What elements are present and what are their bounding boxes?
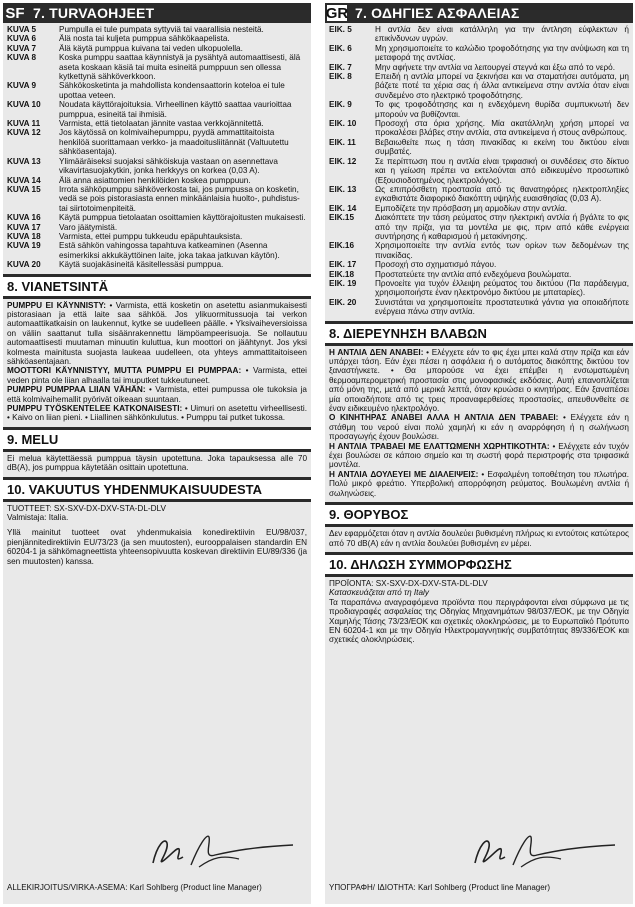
fault-item: Ο ΚΙΝΗΤΗΡΑΣ ΑΝΑΒΕΙ ΑΛΛΑ Η ΑΝΤΛΙΑ ΔΕΝ ΤΡΑΒΑΕΙ: • Ελέγχετε εάν η στάθμη του νερού είναι πολύ χαμηλή κι εάν η αναρρόφηση ή η σωλήνωση προσαγωγής έχουν βουλώσει. <box>329 413 629 442</box>
signature-image <box>465 825 635 875</box>
figure-safety-text: Älä anna asiattomien henkilöiden koskea pumppuun. <box>59 175 251 185</box>
section10-title-gr: 10. ΔΗΛΩΣΗ ΣΥΜΜΟΡΦΩΣΗΣ <box>325 552 633 577</box>
figure-safety-item <box>7 223 307 232</box>
figure-safety-text: Koska pumppu saattaa käynnistyä ja pysähtyä automaattisesti, älä aseta koskaan käsiä tai muita esineitä pumppuun sen ollessa kytkettynä sähköverkkoon. <box>59 53 301 82</box>
figure-safety-item <box>7 44 307 53</box>
section7-title-fi: 7. TURVAOHJEET <box>33 5 155 21</box>
fault-item: PUMPPU PUMPPAA LIIAN VÄHÄN: • Varmista, ettei pumpussa ole tukoksia ja että kolmivaihemallit pyörivät oikeaan suuntaan. <box>7 385 307 404</box>
figure-safety-item <box>7 213 307 222</box>
figure-safety-item <box>7 25 307 34</box>
manufacturer-line-gr: Κατασκευάζεται από τη Italy <box>329 588 429 598</box>
figure-ref-label: KUVA 9 <box>7 81 37 91</box>
manufacturer-line-fi: Valmistaja: Italia. <box>7 513 69 523</box>
figure-safety-item <box>7 34 307 43</box>
figure-safety-item <box>329 157 629 185</box>
figure-safety-text: Älä käytä pumppua kuivana tai veden ulkopuolella. <box>59 43 243 53</box>
figure-safety-text: Προστατεύετε την αντλία από ενδεχόμενα βουλώματα. <box>375 269 572 279</box>
figure-safety-text: Χρησιμοποιείτε την αντλία εντός των ορίων των δεδομένων της πινακίδας. <box>375 241 629 260</box>
figure-safety-text: Varmista, ettei pumppu tukkeudu epäpuhtauksista. <box>59 231 243 241</box>
figure-ref-label: ΕΙΚ. 19 <box>329 278 357 288</box>
figure-ref-label: ΕΙΚ. 11 <box>329 137 356 147</box>
troubleshooting-gr <box>325 348 633 499</box>
figure-safety-text: Estä sähkön vahingossa tapahtuva katkeaminen (Asenna esimerkiksi akkukäyttöinen laite, joka takaa jatkuvan käytön). <box>59 241 280 260</box>
figure-safety-item <box>329 298 629 317</box>
figure-safety-text: Käytä suojakäsineitä käsitellessäsi pumppua. <box>59 260 224 270</box>
declaration-text-fi: Yllä mainitut tuotteet ovat yhdenmukaisia konedirektiivin EU/98/037, pienjännitedirektiivin EU/73/23 (ja sen muutosten), eurooppalaisen standardin EN 60204-1 ja sähkömagneettista yhteensopivuutta koskevan direktiivin EU/89/336 (ja sen muutosten) kanssa. <box>7 528 307 566</box>
figure-ref-label: ΕΙΚ. 6 <box>329 43 352 53</box>
figure-safety-item <box>329 25 629 44</box>
signature-image <box>143 825 313 875</box>
figure-safety-text: Ylimääräiseksi suojaksi sähköiskuja vastaan on asennettava vikavirtasuojakytkin, jonka herkkyys on korkea (0,03 A). <box>59 156 278 176</box>
troubleshooting-fi <box>3 301 311 423</box>
figure-safety-item <box>7 53 307 81</box>
figure-ref-label: KUVA 8 <box>7 53 37 63</box>
figure-safety-item <box>329 279 629 298</box>
section7-header-gr <box>325 3 633 23</box>
figure-safety-text: Επειδή η αντλία μπορεί να ξεκινήσει και να σταματήσει αυτόματα, μη βάζετε ποτέ τα χέρια σας ή άλλα αντικείμενα στην αντλία όταν είναι συνδεμένο στο ηλεκτρικό τροφοδότησης. <box>375 72 629 100</box>
figure-ref-label: KUVA 13 <box>7 156 41 166</box>
safety-figure-list-gr <box>325 25 633 317</box>
finnish-column <box>3 3 311 904</box>
section9-title-fi: 9. MELU <box>3 427 311 452</box>
figure-ref-label: KUVA 20 <box>7 260 41 270</box>
figure-safety-text: Irrota sähköpumppu sähköverkosta tai, jos pumpussa on kosketin, vedä se pois pistorasiasta ennen minkäänlaisia huolto-, puhdistus- tai siirtotoimenpiteitä. <box>59 184 300 213</box>
figure-safety-text: Noudata käyttörajoituksia. Virheellinen käyttö saattaa vaurioittaa pumppua, esineitä tai ihmisiä. <box>59 100 292 119</box>
figure-safety-item <box>329 100 629 119</box>
figure-ref-label: KUVA 11 <box>7 119 41 129</box>
figure-safety-text: Pumpulla ei tule pumpata syttyviä tai vaarallisia nesteitä. <box>59 25 264 34</box>
figure-ref-label: ΕΙΚ.16 <box>329 241 355 251</box>
figure-safety-item <box>329 270 629 279</box>
figure-ref-label: ΕΙΚ. 20 <box>329 297 357 307</box>
figure-ref-label: ΕΙΚ.18 <box>329 269 355 279</box>
language-code-fi: SF <box>5 4 25 22</box>
noise-text-fi: Ei melua käytettäessä pumppua täysin upotettuna. Joka tapauksessa alle 70 dB(A), jos pumppua käytetään osittain upotettuna. <box>7 453 307 473</box>
figure-ref-label: KUVA 16 <box>7 213 41 223</box>
figure-safety-item <box>7 241 307 260</box>
noise-text-gr: Δεν εφαρμόζεται όταν η αντλία δουλεύει βυθισμένη πλήρως κι εντούτοις κατώτερος από 70 dB(A) εάν η αντλία δουλεύει βυθισμένη εν μέρει. <box>329 529 629 548</box>
fault-item: Η ΑΝΤΛΙΑ ΔΕΝ ΑΝΑΒΕΙ: • Ελέγχετε εάν το φις έχει μπει καλά στην πρίζα και εάν υπάρχει τάση. Εάν έχει πέσει η ασφάλεια ή ο αυτόματος διακόπτης δικτύου τον ξαναστήνκετε. • Θα μπορούσε να έχει επέμβει η ενσωματωμένη θερμοαμπερομετρική προστασία στις μονοφασικές εκδόσεις. Αυτή επανοπλίζεται από μόνη της, μετά από μερικά λεπτά, όταν κρυώσει ο κινητήρας. Εάν ξαναπέσει μία οποιαδήποτε από τις τρεις προαναφερθείσες προστασίες, απευθυνθείτε σε έναν ειδικευμένο ηλεκτρολόγο. <box>329 347 629 414</box>
figure-safety-text: Διακόπτετε την τάση ρεύματος στην ηλεκτρική αντλία ή βγάλτε το φις από την πρίζα, για τα μοντέλα με φις, πριν από κάθε ενέργεια συντήρησης ή καθαρισμού ή μετακίνησης. <box>375 213 629 241</box>
figure-safety-text: Varmista, että tietolaatan jännite vastaa verkkojännitettä. <box>59 119 264 129</box>
figure-safety-item <box>7 128 307 156</box>
figure-safety-item <box>7 232 307 241</box>
figure-safety-text: Μη χρησιμοποιείτε το καλώδιο τροφοδότησης για την ανύψωση και τη μεταφορά της αντλίας. <box>375 43 629 63</box>
signature-line-fi: ALLEKIRJOITUS/VIRKA-ASEMA: Karl Sohlberg (Product line Manager) <box>7 883 262 892</box>
products-line-gr: ΠΡΟΪΟΝΤΑ: SX-SXV-DX-DXV-STA-DL-DLV <box>329 578 488 588</box>
figure-ref-label: KUVA 19 <box>7 241 41 251</box>
figure-ref-label: ΕΙΚ. 12 <box>329 156 357 166</box>
fault-item: MOOTTORI KÄYNNISTYY, MUTTA PUMPPU EI PUMPPAA: • Varmista, ettei veden pinta ole liian alhaalla tai imuputket tukkeutuneet. <box>7 366 307 385</box>
figure-safety-text: Käytä pumppua tietolaatan osoittamien käyttörajoitusten mukaisesti. <box>59 213 306 223</box>
figure-safety-item <box>7 100 307 119</box>
figure-ref-label: ΕΙΚ. 17 <box>329 260 357 270</box>
figure-safety-text: Μην αφήνετε την αντλία να λειτουργεί στεγνά και έξω από το νερό. <box>375 62 616 72</box>
figure-safety-text: Varo jäätymistä. <box>59 222 118 232</box>
figure-safety-item <box>329 185 629 204</box>
figure-safety-item <box>329 213 629 241</box>
figure-ref-label: KUVA 6 <box>7 34 37 44</box>
figure-safety-item <box>7 81 307 100</box>
section9-title-gr: 9. ΘΟΡΥΒΟΣ <box>325 502 633 527</box>
figure-safety-text: Συνιστάται να χρησιμοποιείτε προστατευτικά γάντια για οποιαδήποτε ενέργεια πάνω στην αντλία. <box>375 297 629 317</box>
figure-ref-label: KUVA 5 <box>7 25 37 34</box>
figure-safety-item <box>329 241 629 260</box>
figure-ref-label: KUVA 18 <box>7 231 41 241</box>
figure-ref-label: KUVA 12 <box>7 128 41 138</box>
figure-safety-item <box>329 72 629 100</box>
section8-title-fi: 8. VIANETSINTÄ <box>3 274 311 299</box>
greek-column <box>325 3 633 904</box>
figure-safety-item <box>7 185 307 213</box>
section8-title-gr: 8. ΔΙΕΡΕΥΝΗΣΗ ΒΛΑΒΩΝ <box>325 321 633 346</box>
figure-safety-item <box>329 138 629 157</box>
figure-ref-label: KUVA 10 <box>7 100 41 110</box>
figure-safety-item <box>329 119 629 138</box>
fault-item: PUMPPU EI KÄYNNISTY: • Varmista, että kosketin on asetettu asianmukaisesti pistorasiaan ja että laite saa sähköä. Jos ylikuormitussuoja tai verkon automaattikatkaisin on laukennut, kytke se uudelleen päälle. • Yksivaiheversioissa on väliin saattanut tulla sisäänrakennettu lämpöampeerisuoja. Se nollautuu automaattisesti muutaman minuutin kuluttua, kun moottori on jäähtynyt. Jos yksi kolmesta mainitusta suojasta laukeaa uudelleen, ota yhteys ammattitaitoiseen sähköasentajaan. <box>7 300 308 366</box>
figure-ref-label: ΕΙΚ. 10 <box>329 119 357 129</box>
figure-safety-text: Προνοείτε για τυχόν έλλειψη ρεύματος του δικτύου (Πα παράδειγμα, χρησιμοποιήστε έναν ηλεκτρονόμο δικτύου με μπαταρίες). <box>375 278 629 298</box>
figure-ref-label: ΕΙΚ. 5 <box>329 25 352 34</box>
figure-ref-label: KUVA 17 <box>7 222 41 232</box>
figure-ref-label: KUVA 14 <box>7 175 41 185</box>
figure-safety-text: Ως επιπρόσθετη προστασία από τις θανατηφόρες ηλεκτροπληξίες εγκαθιστάτε διαφορικό διακόπτη υψηλής ευαισθησίας (0,03 A). <box>375 184 629 204</box>
figure-safety-item <box>7 119 307 128</box>
figure-safety-text: Προσοχή στα όρια χρήσης. Μία ακατάλληλη χρήση μπορεί να προκαλέσει βλάβες στην αντλία, στα αντικείμενα ή στους ανθρώπους. <box>375 119 629 138</box>
signature-line-gr: ΥΠΟΓΡΑΦΗ/ ΙΔΙΟΤΗΤΑ: Karl Sohlberg (Product line Manager) <box>329 883 551 892</box>
figure-safety-text: Η αντλία δεν είναι κατάλληλη για την άντληση εύφλεκτων ή επικίνδυνων υγρών. <box>375 25 629 44</box>
figure-ref-label: KUVA 15 <box>7 184 41 194</box>
section7-header-fi <box>3 3 311 23</box>
figure-safety-text: Σε περίπτωση που η αντλία είναι τριφασική οι συνδέσεις στο δίκτυο και η γείωση πρέπει να εκτελούνται από ειδικευμένο προσωπικό (Εξουσιοδοτημένος ηλεκτρολόγος). <box>375 156 629 185</box>
figure-safety-item <box>7 157 307 176</box>
figure-safety-item <box>329 260 629 269</box>
figure-ref-label: ΕΙΚ. 8 <box>329 72 352 82</box>
fault-item: Η ΑΝΤΛΙΑ ΤΡΑΒΑΕΙ ΜΕ ΕΛΑΤΤΩΜΕΝΗ ΧΩΡΗΤΙΚΟΤΗΤΑ: • Ελέγχετε εάν τυχόν έχει βουλώσει σε κάποιο σημείο και τη σωστή φορά περιστροφής στα τριφασικά μοντέλα. <box>329 441 629 470</box>
figure-safety-text: Βεβαιωθείτε πως η τάση πινακίδας κι εκείνη του δικτύου είναι συμβατές. <box>375 137 629 157</box>
figure-safety-text: Εμποδίζετε την πρόσβαση μη αρμοδίων στην αντλία. <box>375 203 567 213</box>
figure-ref-label: ΕΙΚ. 14 <box>329 203 357 213</box>
section7-title-gr: 7. ΟΔΗΓΙΕΣ ΑΣΦΑΛΕΙΑΣ <box>355 5 520 21</box>
fault-item: PUMPPU TYÖSKENTELEE KATKONAISESTI: • Uimuri on asetettu virheellisesti. • Kaivo on liian pieni. • Liiallinen sähkönkulutus. • Pumppu tai putket tukossa. <box>7 404 307 423</box>
figure-ref-label: ΕΙΚ. 7 <box>329 62 352 72</box>
declaration-text-gr: Τα παραπάνω αναγραφόμενα προϊόντα που περιγράφονται είναι σύμφωνα με τις προδιαγραφές ασφαλείας της Οδηγίας Μηχανημάτων 98/037/ΕΟΚ, με την Οδηγία Χαμηλής Τάσης 73/23/ΕΟΚ και σχετικές ολοκληρώσεις, με το Ευρωπαϊκό Πρότυπο ΕΝ 60204-1 και με την Οδηγία Ηλεκτρομαγνητικής συμβατότητας 89/336/ΕΟΚ και σχετικές ολοκληρώσεις. <box>329 597 629 645</box>
figure-ref-label: ΕΙΚ. 9 <box>329 100 352 110</box>
figure-safety-item <box>329 204 629 213</box>
figure-safety-text: Jos käytössä on kolmivaihepumppu, pyydä ammattitaitoista henkilöä suorittamaan verkko- ja maadoitusliitännät (Valtuutettu sähköasentaja). <box>59 128 289 157</box>
figure-ref-label: KUVA 7 <box>7 43 37 53</box>
figure-safety-text: Älä nosta tai kuljeta pumppua sähkökaapelista. <box>59 34 230 44</box>
figure-safety-item <box>7 260 307 269</box>
figure-ref-label: ΕΙΚ. 13 <box>329 184 357 194</box>
figure-ref-label: ΕΙΚ.15 <box>329 213 355 223</box>
fault-item: Η ΑΝΤΛΙΑ ΔΟΥΛΕΥΕΙ ΜΕ ΔΙΑΛΕΙΨΕΙΣ: • Εσφαλμένη τοποθέτηση του πλωτήρα. Πολύ μικρό φρεάτιο. Υπερβολική απορρόφηση ρεύματος. Βουλωμένη αντλία ή σωληνώσεις. <box>329 469 629 498</box>
products-line-fi: TUOTTEET: SX-SXV-DX-DXV-STA-DL-DLV <box>7 503 166 513</box>
safety-figure-list-fi <box>3 25 311 270</box>
figure-safety-item <box>329 63 629 72</box>
figure-safety-item <box>7 176 307 185</box>
figure-safety-text: Το φις τροφοδότησης και η ενδεχόμενη θυρίδα συμπυκνωτή δεν μπορούν να βυθίζονται. <box>375 100 629 119</box>
figure-safety-text: Προσοχή στο σχηματισμό πάγου. <box>375 260 497 270</box>
language-code-gr: GR <box>325 4 349 22</box>
figure-safety-item <box>329 44 629 63</box>
figure-safety-text: Sähkökosketinta ja mahdollista kondensaattorin koteloa ei tule upottaa veteen. <box>59 81 285 100</box>
section10-title-fi: 10. VAKUUTUS YHDENMUKAISUUDESTA <box>3 477 311 502</box>
